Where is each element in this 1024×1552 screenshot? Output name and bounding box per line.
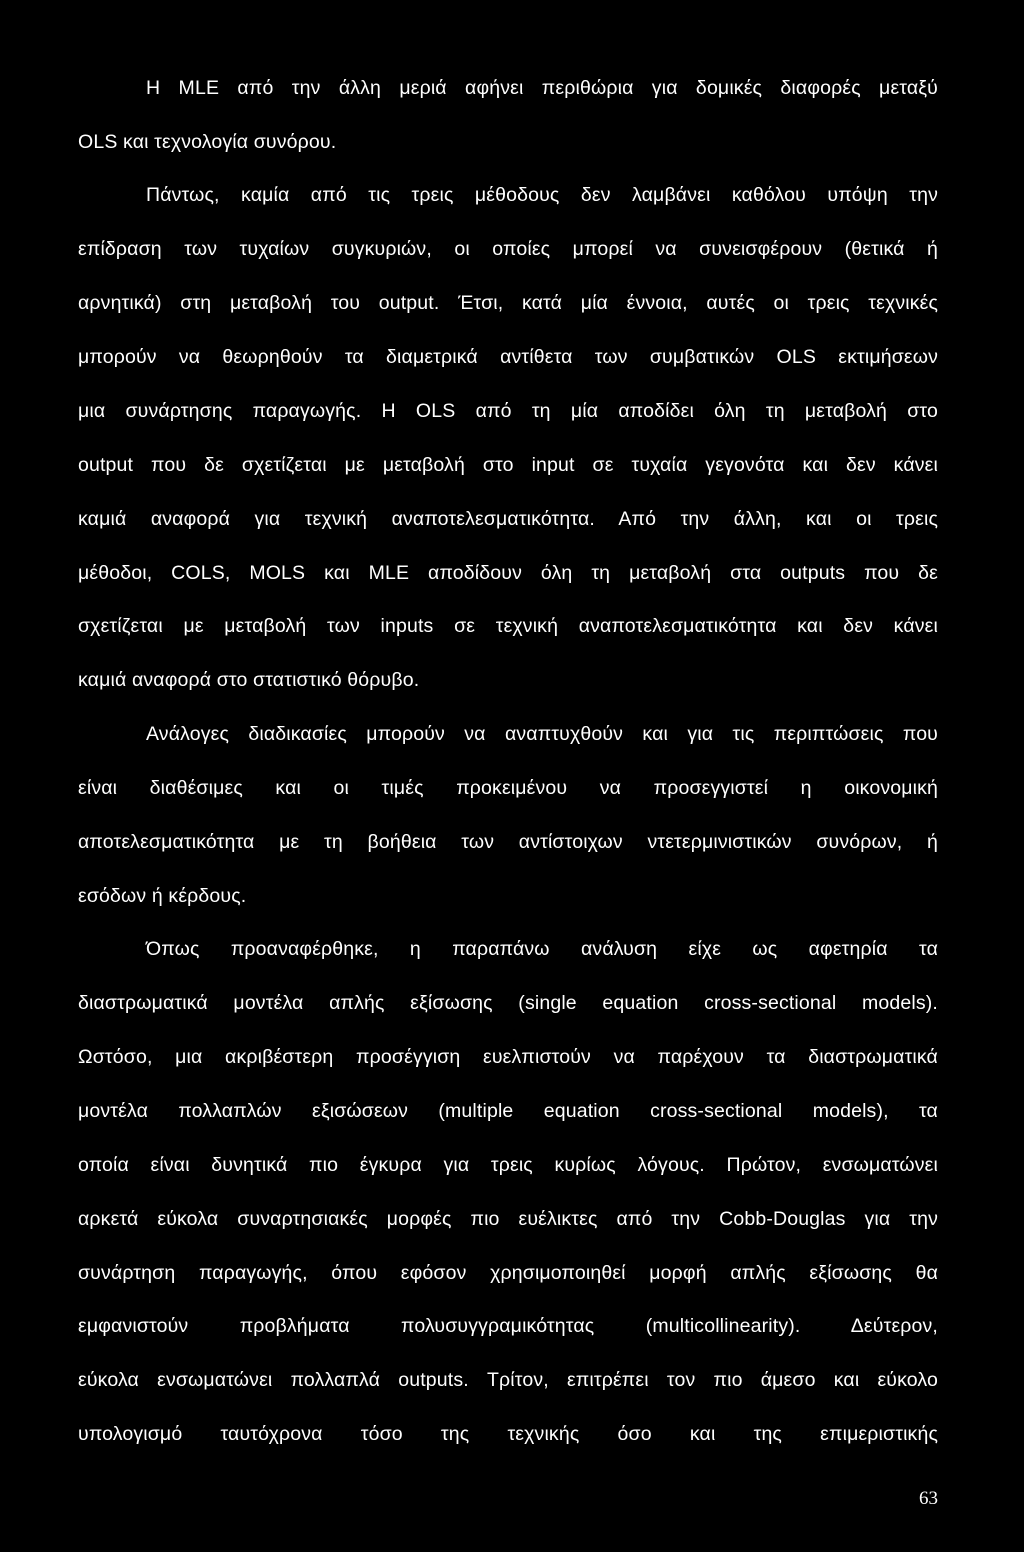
text-line: εύκολα ενσωματώνει πολλαπλά outputs. Τρίτον, επιτρέπει τον πιο άμεσο και εύκολο xyxy=(78,1369,938,1391)
text-line: μέθοδοι, COLS, MOLS και MLE αποδίδουν όλη τη μεταβολή στα outputs που δε xyxy=(78,562,938,584)
text-line: Όπως προαναφέρθηκε, η παραπάνω ανάλυση είχε ως αφετηρία τα xyxy=(146,938,938,960)
text-line: OLS και τεχνολογία συνόρου. xyxy=(78,131,337,153)
text-line: μπορούν να θεωρηθούν τα διαμετρικά αντίθετα των συμβατικών OLS εκτιμήσεων xyxy=(78,346,938,368)
text-line: αρκετά εύκολα συναρτησιακές μορφές πιο ευέλικτες από την Cobb-Douglas για την xyxy=(78,1208,938,1230)
text-line: εμφανιστούν προβλήματα πολυσυγγραμικότητας (multicollinearity). Δεύτερον, xyxy=(78,1315,938,1337)
text-line: καμιά αναφορά στο στατιστικό θόρυβο. xyxy=(78,669,420,691)
text-line: εσόδων ή κέρδους. xyxy=(78,885,247,907)
text-line: output που δε σχετίζεται με μεταβολή στο input σε τυχαία γεγονότα και δεν κάνει xyxy=(78,454,938,476)
text-line: αποτελεσματικότητα με τη βοήθεια των αντίστοιχων ντετερμινιστικών συνόρων, ή xyxy=(78,831,938,853)
text-line: σχετίζεται με μεταβολή των inputs σε τεχνική αναποτελεσματικότητα και δεν κάνει xyxy=(78,615,938,637)
text-line: συνάρτηση παραγωγής, όπου εφόσον χρησιμοποιηθεί μορφή απλής εξίσωσης θα xyxy=(78,1262,938,1284)
text-line: υπολογισμό ταυτόχρονα τόσο της τεχνικής όσο και της επιμεριστικής xyxy=(78,1423,938,1445)
text-line: οποία είναι δυνητικά πιο έγκυρα για τρεις κυρίως λόγους. Πρώτον, ενσωματώνει xyxy=(78,1154,938,1176)
text-line: Η MLE από την άλλη μεριά αφήνει περιθώρια για δομικές διαφορές μεταξύ xyxy=(146,77,938,99)
text-line: καμιά αναφορά για τεχνική αναποτελεσματικότητα. Από την άλλη, και οι τρεις xyxy=(78,508,938,530)
text-line: διαστρωματικά μοντέλα απλής εξίσωσης (single equation cross-sectional models). xyxy=(78,992,938,1014)
text-line: Ωστόσο, μια ακριβέστερη προσέγγιση ευελπιστούν να παρέχουν τα διαστρωματικά xyxy=(78,1046,938,1068)
text-line: Ανάλογες διαδικασίες μπορούν να αναπτυχθούν και για τις περιπτώσεις που xyxy=(146,723,938,745)
page-number: 63 xyxy=(919,1488,938,1509)
text-line: Πάντως, καμία από τις τρεις μέθοδους δεν λαμβάνει καθόλου υπόψη την xyxy=(146,184,938,206)
text-line: αρνητικά) στη μεταβολή του output. Έτσι, κατά μία έννοια, αυτές οι τρεις τεχνικές xyxy=(78,292,938,314)
text-line: μοντέλα πολλαπλών εξισώσεων (multiple equation cross-sectional models), τα xyxy=(78,1100,938,1122)
text-line: επίδραση των τυχαίων συγκυριών, οι οποίες μπορεί να συνεισφέρουν (θετικά ή xyxy=(78,238,938,260)
text-line: είναι διαθέσιμες και οι τιμές προκειμένου να προσεγγιστεί η οικονομική xyxy=(78,777,938,799)
text-line: μια συνάρτησης παραγωγής. Η OLS από τη μία αποδίδει όλη τη μεταβολή στο xyxy=(78,400,938,422)
